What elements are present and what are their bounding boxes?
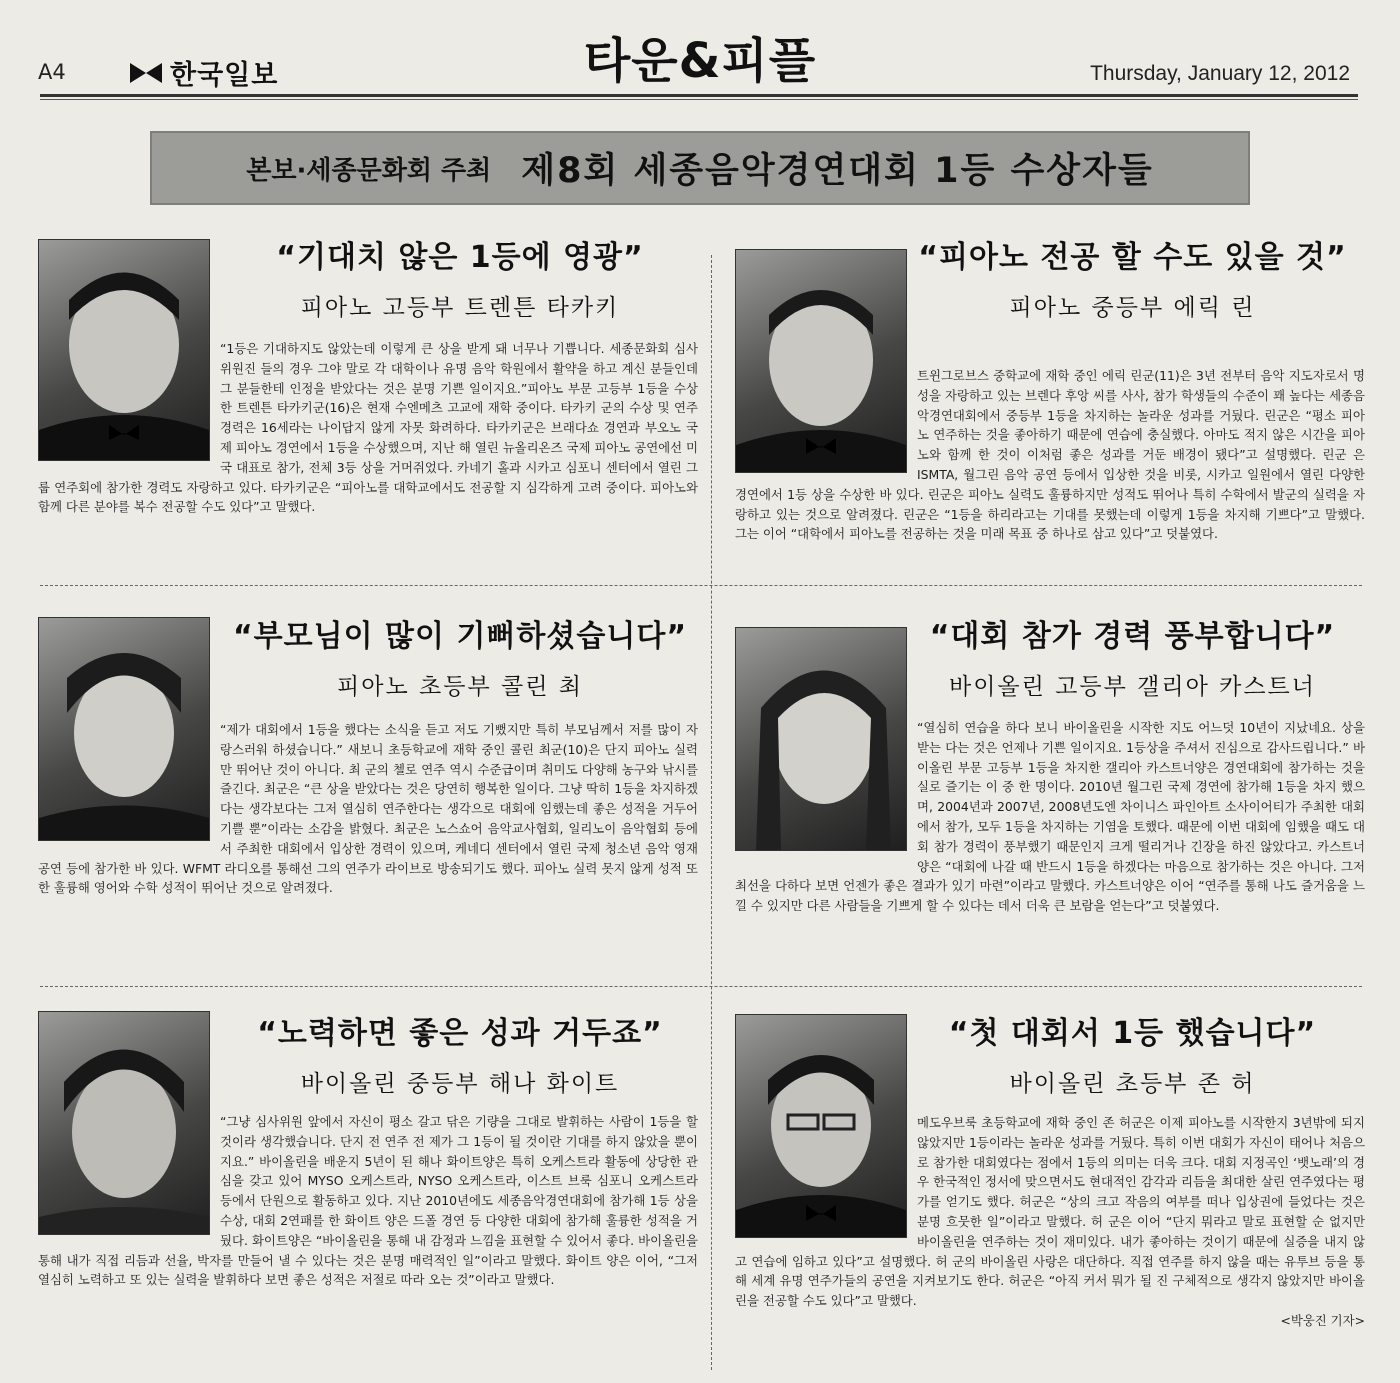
article-body-container: [38, 339, 698, 574]
article-body: “열심히 연습을 하다 보니 바이올린을 시작한 지도 어느덧 10년이 지났네요. 상을 받는 다는 것은 언제나 기쁜 일이지요. 1등상을 주셔서 진심으로 감사드립니다.” 바이올린 부문 고등부 1등을 차지한 갤리아 카스트너양은 경연대회에 참가하는 것을 실로 즐기는 이 중 한 명이다. 2010년 월그린 국제 경연에 참가해 1등을 차지 했으며, 2004년과 2007년, 2008년도엔 차이니스 파인아트 소사이어티가 주최한 대회에서 참가, 모두 1등을 차지하는 기염을 토했다. 때문에 이번 대회에 임했을 때도 대회 참가 경력이 풍부했기 때문인지 크게 떨리거나 긴장을 하진 않았다고. 카스트너양은 “대회에 나갈 때 반드시 1등을 하겠다는 마음으로 참가하는 것은 아니다. 그저 최선을 다하다 보면 언젠가 좋은 결과가 있기 마련”이라고 말했다. 카스트너양은 이어 “연주를 통해 나도 즐거움을 느낄 수 있지만 다른 사람들을 기쁘게 할 수 있다는 데서 더욱 큰 보람을 얻는다”고 덧붙였다.: [735, 720, 1365, 914]
banner-host: 본보·세종문화회 주최: [246, 155, 492, 186]
article-headline: “노력하면 좋은 성과 거두죠”: [257, 1016, 663, 1051]
photo-wrap-spacer: [735, 718, 917, 860]
section-title: 타운&피플: [583, 33, 817, 89]
photo-wrap-spacer: [735, 1113, 917, 1241]
article-body: “1등은 기대하지도 않았는데 이렇게 큰 상을 받게 돼 너무나 기쁩니다. 세종문화회 심사 위원진 들의 경우 그야 말로 각 대학이나 유명 음악 학원에서 활약을 하고 계신 분들인데 그 분들한테 인정을 받았다는 것은 분명 기쁜 일이지요.”피아노 부문 고등부 1등을 수상한 트렌튼 타카키군(16)은 현재 수엔메츠 고교에 재학 중이다. 타카키 군의 수상 및 연주 경력은 16세라는 나이답지 않게 자못 화려하다. 타카키군은 브래다쇼 경연과 부오노 국제 피아노 경연에서 1등을 수상했으며, 지난 해 열린 뉴올리온즈 국제 피아노 공연에선 미국 대표로 참가, 전체 3등 상을 거머쥐었다. 카네기 홀과 시카고 심포니 센터에서 열린 그룹 연주회에 참가한 경력도 자랑하고 있다. 타카키군은 “피아노를 대학교에서도 전공할 지 심각하게 고려 중이다. 피아노와 함께 다른 분야를 복수 전공할 수도 있다”고 말했다.: [38, 341, 698, 515]
page-number: A4: [38, 60, 66, 84]
article-body-container: [735, 1113, 1365, 1375]
article-headline: “기대치 않은 1등에 영광”: [276, 240, 644, 275]
byline: <박웅진 기자>: [1280, 1312, 1365, 1328]
article-subhead: 피아노 중등부 에릭 린: [1009, 295, 1256, 321]
article-subhead: 바이올린 고등부 갤리아 카스트너: [949, 674, 1316, 700]
article-body: 트윈그로브스 중학교에 재학 중인 에릭 린군(11)은 3년 전부터 음악 지도자로서 명성을 자랑하고 있는 브렌다 후앙 씨를 사사, 참가 학생들의 수준이 꽤 높다는 세종음악경연대회에서 중등부 1등을 차지하는 놀라운 성과를 거뒀다. 린군은 “평소 피아노 연주하는 것을 좋아하기 때문에 연습에 충실했다. 아마도 적지 않은 시간을 피아노와 함께 한 것이 이처럼 좋은 성과를 거둔 배경이 됐다”고 설명했다. 린군 은 ISMTA, 월그린 음악 공연 등에서 입상한 것을 비롯, 시카고 일원에서 열린 다양한 경연에서 1등 상을 수상한 바 있다. 린군은 피아노 실력도 훌륭하지만 성적도 뛰어나 특히 수학에서 발군의 실력을 자랑하고 있는 것으로 알려졌다. 린군은 “1등을 하리라고는 기대를 못했는데 이렇게 1등을 차지해 기쁘다”고 말했다. 그는 이어 “대학에서 피아노를 전공하는 것을 미래 목표 중 하나로 삼고 있다”고 덧붙였다.: [735, 368, 1365, 542]
article-body-container: [735, 718, 1365, 976]
masthead-rule-thin: [40, 99, 1358, 100]
feature-banner: [150, 131, 1250, 205]
column-divider: [711, 255, 712, 1370]
article-body: 메도우브룩 초등학교에 재학 중인 존 허군은 이제 피아노를 시작한지 3년밖에 되지 않았지만 1등이라는 놀라운 성과를 거뒀다. 특히 이번 대회가 자신이 태어나 처음으로 참가한 대회였다는 점에서 1등의 의미는 더욱 크다. 대회 지정곡인 ‘뱃노래’의 경우 한국적인 정서에 맞으면서도 현대적인 감각과 리듬을 최대한 살린 연주였다는 평가를 얻기도 했다. 허군은 “상의 크고 작음의 여부를 떠나 입상권에 들었다는 것은 분명 흐뭇한 일”이라고 말했다. 허 군은 이어 “단지 뭐라고 말로 표현할 순 없지만 바이올린을 연주하는 것이 재미있다. 내가 좋아하는 것이기 때문에 실증을 내지 않고 연습에 임하고 있다”고 설명했다. 허 군의 바이올린 사랑은 대단하다. 직접 연주를 하지 않을 때는 유투브 등을 통해 세계 유명 연주가들의 공연을 지켜보기도 한다. 허군은 “아직 커서 뭐가 될 진 구체적으로 생각지 않았지만 바이올린을 전공할 수도 있다”고 말했다.: [735, 1115, 1365, 1309]
article-subhead: 바이올린 초등부 존 허: [1009, 1071, 1256, 1097]
article-body-container: [38, 1112, 698, 1374]
article-headline: “대회 참가 경력 풍부합니다”: [929, 619, 1336, 654]
photo-wrap-spacer: [38, 339, 220, 463]
article-headline: “첫 대회서 1등 했습니다”: [948, 1016, 1317, 1051]
article-subhead: 피아노 고등부 트렌튼 타카키: [300, 295, 620, 321]
article-body: “그냥 심사위원 앞에서 자신이 평소 갈고 닦은 기량을 그대로 발휘하는 사람이 1등을 할 것이라 생각했습니다. 단지 전 연주 전 제가 그 1등이 될 것이란 기대를 하지 않았을 뿐이지요.” 바이올린을 배운지 5년이 된 해나 화이트양은 특히 오케스트라 활동에 상당한 관심을 갖고 있어 MYSO 오케스트라, NYSO 오케스트라, 이스트 브룩 심포니 오케스트라 등에서 단원으로 활동하고 있다. 지난 2010년에도 세종음악경연대회에 참가해 1등 상을 수상, 대회 2연패를 한 화이트 양은 드폴 경연 등 다양한 대회에 참가해 훌륭한 성적을 거뒀다. 화이트양은 “바이올린을 통해 내 감정과 느낌을 표현할 수 있어서 좋다. 바이올린을 통해 내가 직접 리듬과 선율, 박자를 만들어 낼 수 있다는 것은 분명 매력적인 일”이라고 말했다. 화이트 양은 이어, “그저 열심히 노력하고 또 있는 실력을 발휘하다 보면 좋은 성적은 저절로 따라 오는 것”이라고 말했다.: [38, 1114, 698, 1288]
article-subhead: 피아노 초등부 콜린 최: [337, 674, 583, 700]
article-headline: “부모님이 많이 기뻐하셨습니다”: [232, 619, 688, 654]
article-body: “제가 대회에서 1등을 했다는 소식을 듣고 저도 기뻤지만 특히 부모님께서 저를 많이 자랑스러워 하셨습니다.” 새보니 초등학교에 재학 중인 콜린 최군(10)은 단지 피아노 실력만 뛰어난 것이 아니다. 최 군의 첼로 연주 역시 수준급이며 취미도 다양해 농구와 낚시를 즐긴다. 최군은 “큰 상을 받았다는 것은 당연히 행복한 일이다. 그냥 딱히 1등을 차지하겠다는 생각보다는 그저 열심히 연주한다는 생각으로 대회에 임했는데 좋은 성적을 거두어 기쁠 뿐”이라는 소감을 밝혔다. 최군은 노스쇼어 음악교사협회, 일리노이 음악협회 등에서 주최한 대회에서 입상한 경력이 있으며, 케네디 센터에서 열린 국제 청소년 음악 영재 공연 등에 참가한 바 있다. WFMT 라디오를 통해선 그의 연주가 라이브로 방송되기도 했다. 피아노 실력 못지 않게 성적 또한 훌륭해 영어와 수학 성적이 뛰어난 것으로 알려졌다.: [38, 722, 698, 896]
row-divider: [40, 585, 1362, 586]
row-divider: [40, 986, 1362, 987]
masthead: [0, 0, 1400, 95]
masthead-rule: [40, 94, 1358, 97]
article-headline: “피아노 전공 할 수도 있을 것”: [918, 240, 1347, 275]
newspaper-name: 한국일보: [170, 60, 279, 91]
article-body-container: [38, 720, 698, 975]
article-body-container: [735, 366, 1365, 576]
photo-wrap-spacer: [38, 720, 220, 846]
photo-wrap-spacer: [735, 366, 917, 472]
article-subhead: 바이올린 중등부 해나 화이트: [300, 1071, 620, 1097]
banner-title: 제8회 세종음악경연대회 1등 수상자들: [521, 151, 1154, 191]
photo-wrap-spacer: [38, 1112, 220, 1236]
issue-date: Thursday, January 12, 2012: [1090, 62, 1350, 85]
